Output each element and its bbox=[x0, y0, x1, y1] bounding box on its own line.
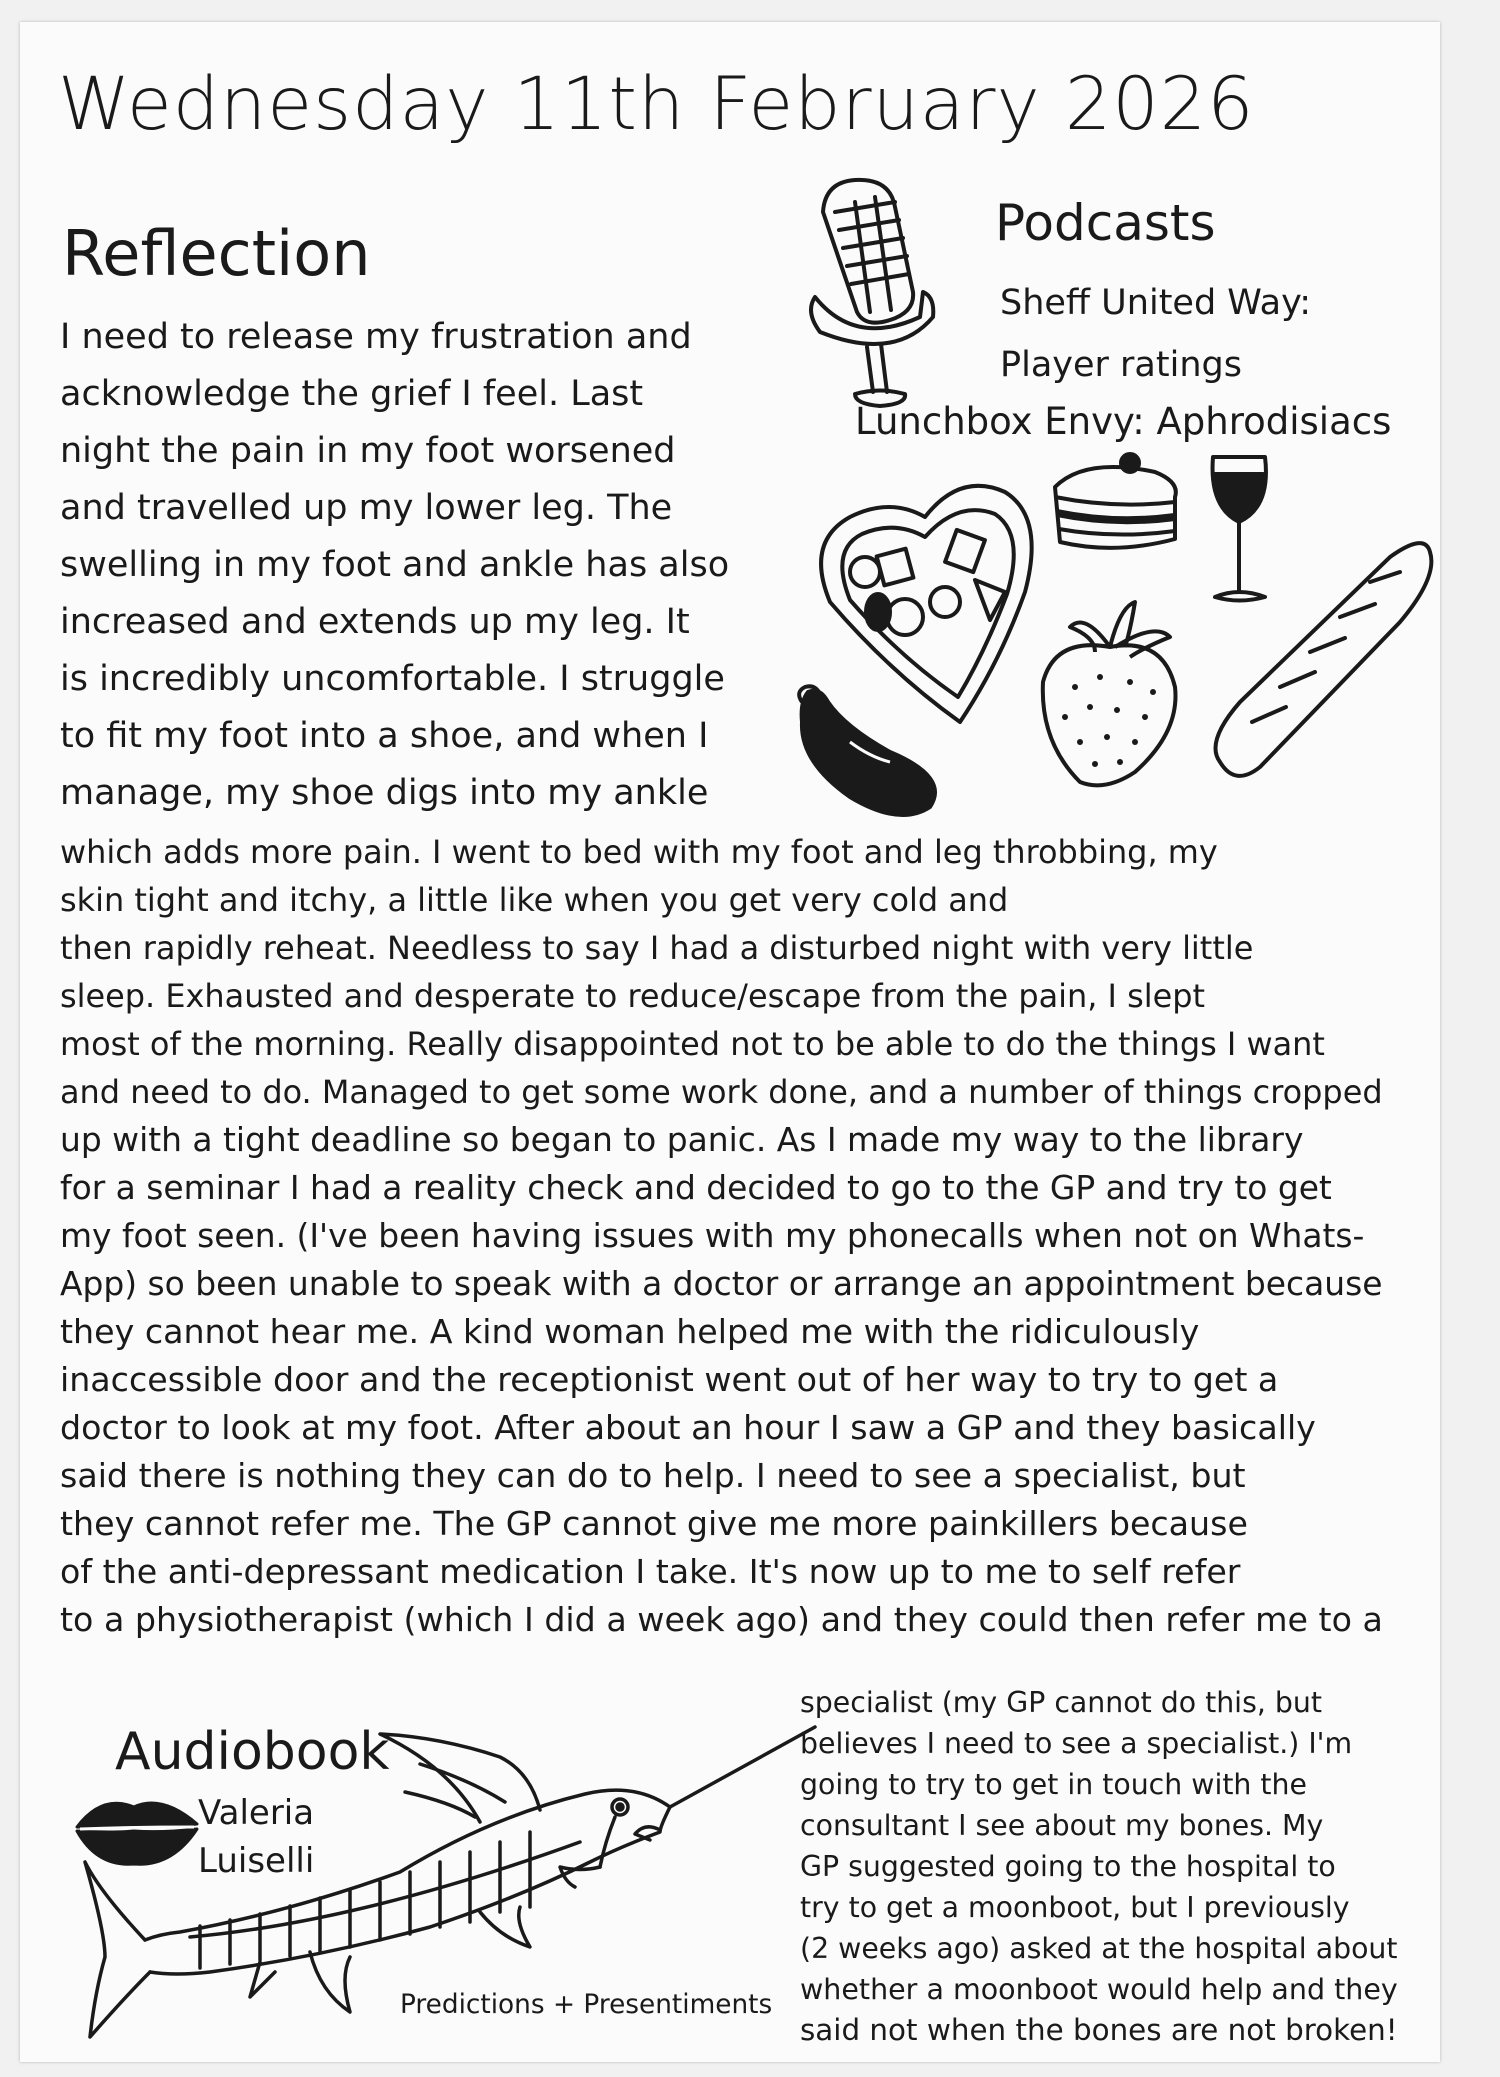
text-line: manage, my shoe digs into my ankle bbox=[60, 773, 709, 813]
text-line: believes I need to see a specialist.) I'm bbox=[800, 1727, 1353, 1760]
author-first-name: Valeria bbox=[198, 1793, 315, 1833]
text-line: they cannot hear me. A kind woman helped me with the ridiculously bbox=[60, 1312, 1200, 1351]
text-line: is incredibly uncomfortable. I struggle bbox=[60, 659, 725, 699]
reflection-full-text bbox=[60, 827, 1383, 1643]
baguette-icon bbox=[1200, 532, 1440, 792]
audiobook-title: Predictions + Presentiments bbox=[400, 1990, 773, 2020]
text-line: of the anti-depressant medication I take. It's now up to me to self refer bbox=[60, 1552, 1241, 1591]
strawberry-icon bbox=[1035, 592, 1185, 792]
podcast-show-1 bbox=[1000, 272, 1311, 396]
text-line: to a physiotherapist (which I did a week ago) and they could then refer me to a bbox=[60, 1600, 1383, 1639]
text-line: swelling in my foot and ankle has also bbox=[60, 545, 730, 585]
text-line: sleep. Exhausted and desperate to reduce/escape from the pain, I slept bbox=[60, 977, 1206, 1015]
text-line: App) so been unable to speak with a doctor or arrange an appointment because bbox=[60, 1264, 1383, 1303]
author-last-name: Luiselli bbox=[198, 1841, 315, 1881]
text-line: try to get a moonboot, but I previously bbox=[800, 1891, 1350, 1924]
text-line: said there is nothing they can do to help. I need to see a specialist, but bbox=[60, 1456, 1246, 1495]
aubergine-icon bbox=[790, 682, 960, 822]
reflection-right-text bbox=[800, 1680, 1398, 2049]
text-line: (2 weeks ago) asked at the hospital about bbox=[800, 1932, 1398, 1965]
text-line: whether a moonboot would help and they bbox=[800, 1973, 1398, 2006]
reflection-narrow-text bbox=[60, 312, 729, 825]
text-line: night the pain in my foot worsened bbox=[60, 431, 676, 471]
text-line: specialist (my GP cannot do this, but bbox=[800, 1686, 1322, 1719]
text-line: going to try to get in touch with the bbox=[800, 1768, 1307, 1801]
reflection-heading: Reflection bbox=[62, 217, 371, 290]
text-line: then rapidly reheat. Needless to say I had a disturbed night with very little bbox=[60, 929, 1254, 967]
text-line: inaccessible door and the receptionist went out of her way to try to get a bbox=[60, 1360, 1279, 1399]
text-line: and travelled up my lower leg. The bbox=[60, 488, 673, 528]
text-line: they cannot refer me. The GP cannot give me more painkillers because bbox=[60, 1504, 1248, 1543]
podcast-show-1-episode: Player ratings bbox=[1000, 345, 1242, 385]
podcast-show-2: Lunchbox Envy: Aphrodisiacs bbox=[855, 400, 1392, 443]
text-line: my foot seen. (I've been having issues with my phonecalls when not on Whats- bbox=[60, 1216, 1365, 1255]
text-line: skin tight and itchy, a little like when you get very cold and bbox=[60, 881, 1009, 919]
cake-icon bbox=[1045, 447, 1185, 557]
text-line: said not when the bones are not broken! bbox=[800, 2013, 1398, 2047]
podcast-show-1-title: Sheff United Way: bbox=[1000, 283, 1312, 323]
text-line: for a seminar I had a reality check and decided to go to the GP and try to get bbox=[60, 1168, 1332, 1207]
audiobook-heading: Audiobook bbox=[115, 1722, 390, 1782]
text-line: increased and extends up my leg. It bbox=[60, 602, 690, 642]
text-line: to fit my foot into a shoe, and when I bbox=[60, 716, 709, 756]
text-line: which adds more pain. I went to bed with my foot and leg throbbing, my bbox=[60, 833, 1218, 871]
text-line: GP suggested going to the hospital to bbox=[800, 1850, 1336, 1883]
page-title: Wednesday 11th February 2026 bbox=[58, 62, 1255, 147]
journal-page bbox=[20, 22, 1440, 2062]
text-line: acknowledge the grief I feel. Last bbox=[60, 374, 644, 414]
microphone-icon bbox=[795, 172, 975, 412]
text-line: I need to release my frustration and bbox=[60, 317, 692, 357]
text-line: consultant I see about my bones. My bbox=[800, 1809, 1324, 1842]
text-line: and need to do. Managed to get some work done, and a number of things cropped bbox=[60, 1073, 1383, 1111]
text-line: up with a tight deadline so began to panic. As I made my way to the library bbox=[60, 1120, 1304, 1159]
text-line: most of the morning. Really disappointed not to be able to do the things I want bbox=[60, 1025, 1325, 1063]
podcasts-heading: Podcasts bbox=[995, 194, 1216, 252]
text-line: doctor to look at my foot. After about an hour I saw a GP and they basically bbox=[60, 1408, 1316, 1447]
